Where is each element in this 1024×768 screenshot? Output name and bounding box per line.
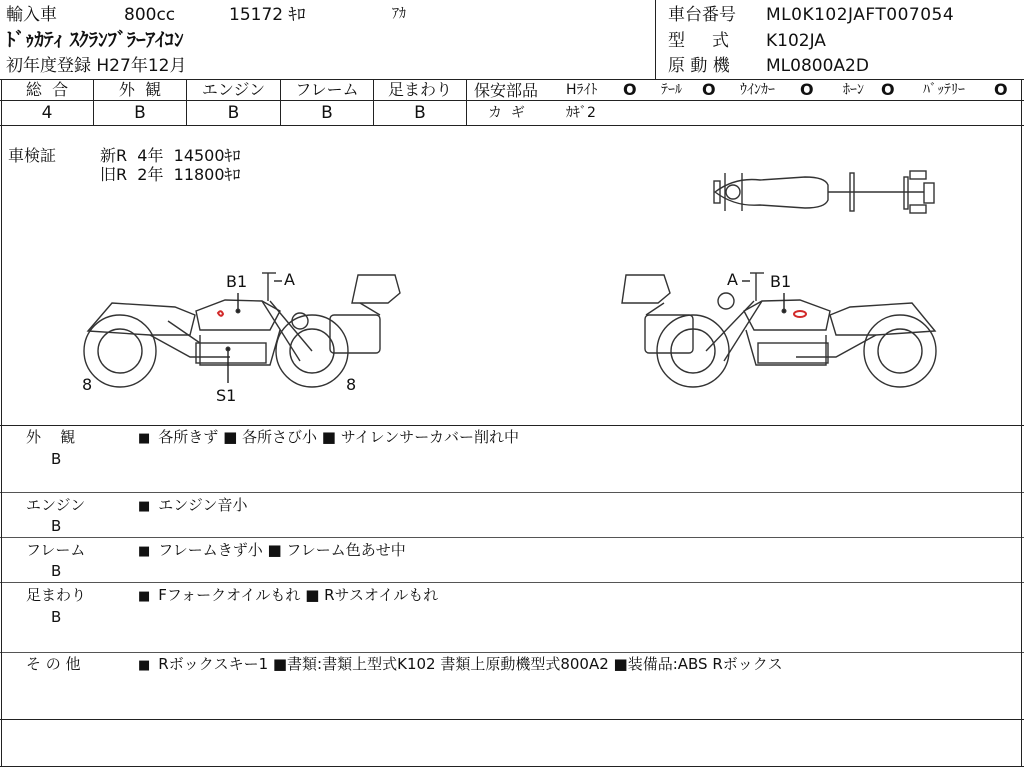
safety-winker-mark: O xyxy=(800,80,814,99)
remark-label: そ の 他 xyxy=(26,655,81,673)
remark-grade: B xyxy=(51,450,62,468)
frame-no: ML0K102JAFT007054 xyxy=(766,5,955,25)
remark-text: ■ フレームきず小 ■ フレーム色あせ中 xyxy=(138,541,406,561)
grade-div-5 xyxy=(466,79,467,125)
inspection-old: 旧R 2年 11800ｷﾛ xyxy=(100,165,241,184)
label-left-front-wheel: 8 xyxy=(82,375,93,394)
grade-frame-value: B xyxy=(321,103,333,123)
label-right-b1: B1 xyxy=(770,272,792,291)
motorcycle-diagram xyxy=(0,125,1024,425)
damage-mark-left xyxy=(218,311,223,316)
label-left-b1: B1 xyxy=(226,272,248,291)
rule-key-row xyxy=(466,100,1024,101)
top-view-icon xyxy=(714,171,934,213)
frame-no-label: 車台番号 xyxy=(668,5,736,25)
rule-grade-mid xyxy=(0,100,466,101)
grade-overall-value: 4 xyxy=(41,103,53,123)
remark-text: ■ エンジン音小 xyxy=(138,496,248,516)
remark-grade: B xyxy=(51,562,62,580)
safety-taillight-mark: O xyxy=(702,80,716,99)
label-left-s1: S1 xyxy=(216,386,237,405)
rule-remark-4 xyxy=(0,652,1024,653)
remark-grade: B xyxy=(51,517,62,535)
rule-remarks-bottom xyxy=(0,719,1024,720)
remark-label: フレーム xyxy=(26,541,86,559)
safety-horn: ﾎｰﾝ xyxy=(843,82,864,98)
remark-label: 外 観 xyxy=(26,428,76,446)
remark-label: エンジン xyxy=(26,496,86,514)
rule-remark-2 xyxy=(0,537,1024,538)
grade-suspension-label: 足まわり xyxy=(387,80,452,99)
grade-frame-label: フレーム xyxy=(295,80,359,99)
rule-page-bottom xyxy=(0,766,1024,767)
rule-remarks-top xyxy=(0,425,1024,426)
remark-text: ■ Fフォークオイルもれ ■ Rサスオイルもれ xyxy=(138,586,438,606)
mileage: 15172 ｷﾛ xyxy=(229,5,306,25)
type-label: 型 式 xyxy=(668,31,730,51)
grade-overall-label: 総 合 xyxy=(25,80,69,99)
grade-exterior-value: B xyxy=(134,103,146,123)
label-left-rear-wheel: 8 xyxy=(346,375,357,394)
key-label: カ ギ xyxy=(488,105,525,121)
safety-taillight: ﾃｰﾙ xyxy=(661,82,682,98)
safety-horn-mark: O xyxy=(881,80,895,99)
displacement: 800cc xyxy=(124,5,176,25)
engine-label: 原 動 機 xyxy=(668,56,730,76)
origin: 輸入車 xyxy=(6,5,57,25)
safety-label: 保安部品 xyxy=(474,81,539,100)
first-registration: 初年度登録 H27年12月 xyxy=(6,56,187,76)
engine-value: ML0800A2D xyxy=(766,56,869,76)
label-left-a: A xyxy=(284,270,295,289)
remark-text: ■ 各所きず ■ 各所さび小 ■ サイレンサーカバー削れ中 xyxy=(138,428,519,448)
damage-mark-right xyxy=(794,311,806,317)
header-div xyxy=(655,0,656,79)
safety-headlight-mark: O xyxy=(623,80,637,99)
label-right-a: A xyxy=(727,270,738,289)
type-value: K102JA xyxy=(766,31,826,51)
inspection-label: 車検証 xyxy=(8,146,57,165)
remark-grade: B xyxy=(51,608,62,626)
model-name: ﾄﾞｩｶﾃｨ ｽｸﾗﾝﾌﾞﾗｰｱｲｺﾝ xyxy=(6,29,184,51)
grade-exterior-label: 外 観 xyxy=(118,80,162,99)
rule-remark-1 xyxy=(0,492,1024,493)
inspection-new: 新R 4年 14500ｷﾛ xyxy=(100,146,241,165)
grade-engine-value: B xyxy=(227,103,240,123)
key-value: ｶｷﾞ2 xyxy=(566,105,596,121)
rule-remark-3 xyxy=(0,582,1024,583)
grade-suspension-value: B xyxy=(414,103,426,123)
safety-battery: ﾊﾞｯﾃﾘｰ xyxy=(923,82,965,98)
safety-winker: ｳｲﾝｶｰ xyxy=(740,82,775,98)
safety-battery-mark: O xyxy=(994,80,1008,99)
remark-text: ■ Rボックスキー1 ■書類:書類上型式K102 書類上原動機型式800A2 ■装備品:ABS Rボックス xyxy=(138,655,783,675)
body-color: ｱｶ xyxy=(392,6,406,22)
grade-engine-label: エンジン xyxy=(201,80,266,99)
remark-label: 足まわり xyxy=(26,586,87,604)
safety-headlight: Hﾗｲﾄ xyxy=(566,82,598,98)
